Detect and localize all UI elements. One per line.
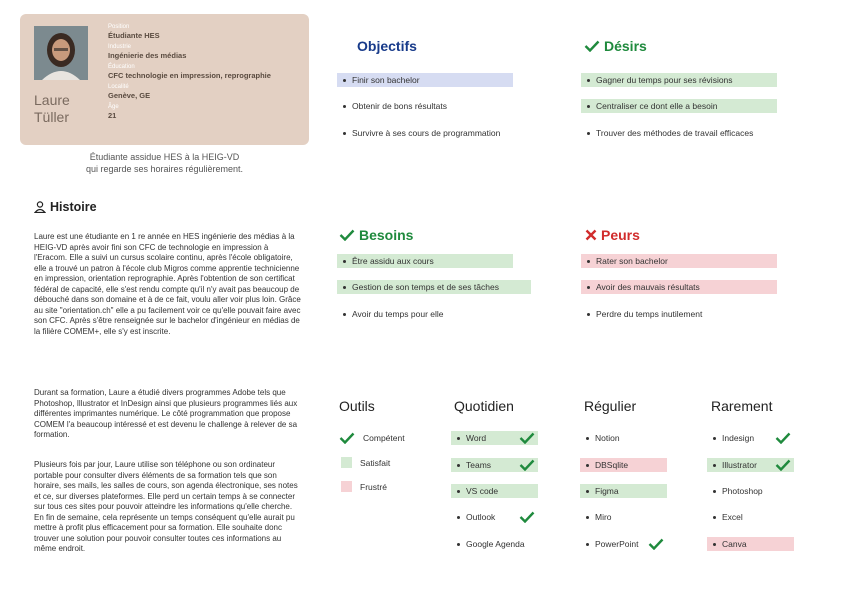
tool-item: Outlook [451,510,495,524]
field-label: Industrie [108,44,132,50]
desirs-heading [584,38,647,54]
field-value: Étudiante HES [108,31,160,40]
profile-card [20,14,309,145]
list-item: Gestion de son temps et de ses tâches [337,280,531,294]
tool-item: Excel [707,510,743,524]
field-label: Âge [108,104,119,110]
list-item: Être assidu aux cours [337,254,513,268]
tool-item: Photoshop [707,484,763,498]
check-icon [775,432,791,444]
tool-item: Indesign [707,431,754,445]
besoins-heading [339,227,413,243]
cross-icon [585,229,597,241]
tool-item: Google Agenda [451,537,525,551]
histoire-paragraph: Laure est une étudiante en 1 re année en HES ingénierie des médias à la HEIG-VD après avoir fini son CFC de technologie en impression à l'Eracom. Elle a suivi un cursus scolaire continu, après l'école obligatoire, elle a trouvé un patron à l'école club Migros comme apprentie technicienne en impression, orientation reprographie. Après l'obtention de son certificat fédéral de capacité, elle s'est rendu compte qu'il n'y avait pas beaucoup de débouché dans son domaine et à de ce fait, voulu aller voir plus loin. Grâce au site "orientation.ch" elle a pu facilement voir ce qu'elle pouvait faire avec son CFC. Après s'être renseignée sur le bachelor d'ingénieur en médias de la filière COMEM+, elle s'y est inscrite. [34,232,301,336]
field-value: Ingénierie des médias [108,51,187,60]
tool-item: VS code [451,484,538,498]
tool-item: Notion [580,431,620,445]
field-value: 21 [108,111,117,120]
field-label: Position [108,24,130,30]
list-item: Finir son bachelor [337,73,513,87]
profile-photo [34,26,88,80]
histoire-paragraph: Plusieurs fois par jour, Laure utilise son téléphone ou son ordinateur portable pour consulter divers éléments de sa formation tels que son horaire, ses mails, les salles de cours, son agenda électronique, ses notes et ce, sur diverses plateformes. Elle perd un certain temps à se connecter sur tous ces sites pour pouvoir atteindre les informations qu'elle cherche. En fin de semaine, cela représente un temps conséquent qu'elle aurait pu mettre à profit plus efficacement pour sa formation. Elle souhaite donc trouver une solution pour pouvoir consulter toutes ces informations au même endroit. [34,460,298,553]
tool-item: Miro [580,510,612,524]
check-icon [648,538,664,550]
check-icon [519,511,535,523]
objectifs-title: Objectifs [357,38,417,54]
frustrated-swatch [341,481,352,492]
list-item: Centraliser ce dont elle a besoin [581,99,777,113]
tool-item: Word [451,431,538,445]
quotidien-title: Quotidien [454,398,514,414]
tool-item: Illustrator [707,458,794,472]
legend-item: Frustré [341,481,387,492]
desirs-title: Désirs [604,38,647,54]
list-item: Trouver des méthodes de travail efficaces [581,126,753,140]
field-value: Genève, GE [108,91,151,100]
list-item: Avoir du temps pour elle [337,307,444,321]
profile-fields [108,24,271,121]
list-item: Survivre à ses cours de programmation [337,126,500,140]
field-label: Éducation [108,64,135,70]
check-icon [584,40,600,52]
person-icon [34,201,46,213]
tool-item: Canva [707,537,794,551]
check-icon [519,432,535,444]
histoire-heading [34,200,97,214]
profile-name: Laure Tüller [34,92,70,125]
satisfied-swatch [341,457,352,468]
regulier-title: Régulier [584,398,637,414]
peurs-title: Peurs [601,227,640,243]
list-item: Rater son bachelor [581,254,777,268]
tool-item: PowerPoint [580,537,638,551]
legend-item: Satisfait [341,457,390,468]
legend-item: Compétent [339,432,405,444]
check-icon [339,229,355,241]
tool-item: Figma [580,484,667,498]
tool-item: DBSqlite [580,458,667,472]
peurs-heading [585,227,640,243]
list-item: Avoir des mauvais résultats [581,280,777,294]
check-icon [339,432,355,444]
profile-caption: Étudiante assidue HES à la HEIG-VD qui regarde ses horaires régulièrement. [85,152,244,174]
objectifs-heading [357,38,417,54]
rarement-title: Rarement [711,398,773,414]
field-label: Localité [108,84,129,90]
histoire-paragraph: Durant sa formation, Laure a étudié divers programmes Adobe tels que Photoshop, Illustrator et InDesign ainsi que plusieurs programmes liés aux différentes imprimantes numérique. Le côté programmation que propose COMEM l'a beaucoup intéressé et est devenu le challenge à relever de sa formation. [34,388,298,439]
tool-item: Teams [451,458,538,472]
list-item: Gagner du temps pour ses révisions [581,73,777,87]
field-value: CFC technologie en impression, reprographie [108,71,271,80]
histoire-title: Histoire [50,200,97,214]
check-icon [519,459,535,471]
outils-title: Outils [339,398,375,414]
list-item: Perdre du temps inutilement [581,307,702,321]
list-item: Obtenir de bons résultats [337,99,447,113]
check-icon [775,459,791,471]
besoins-title: Besoins [359,227,414,243]
